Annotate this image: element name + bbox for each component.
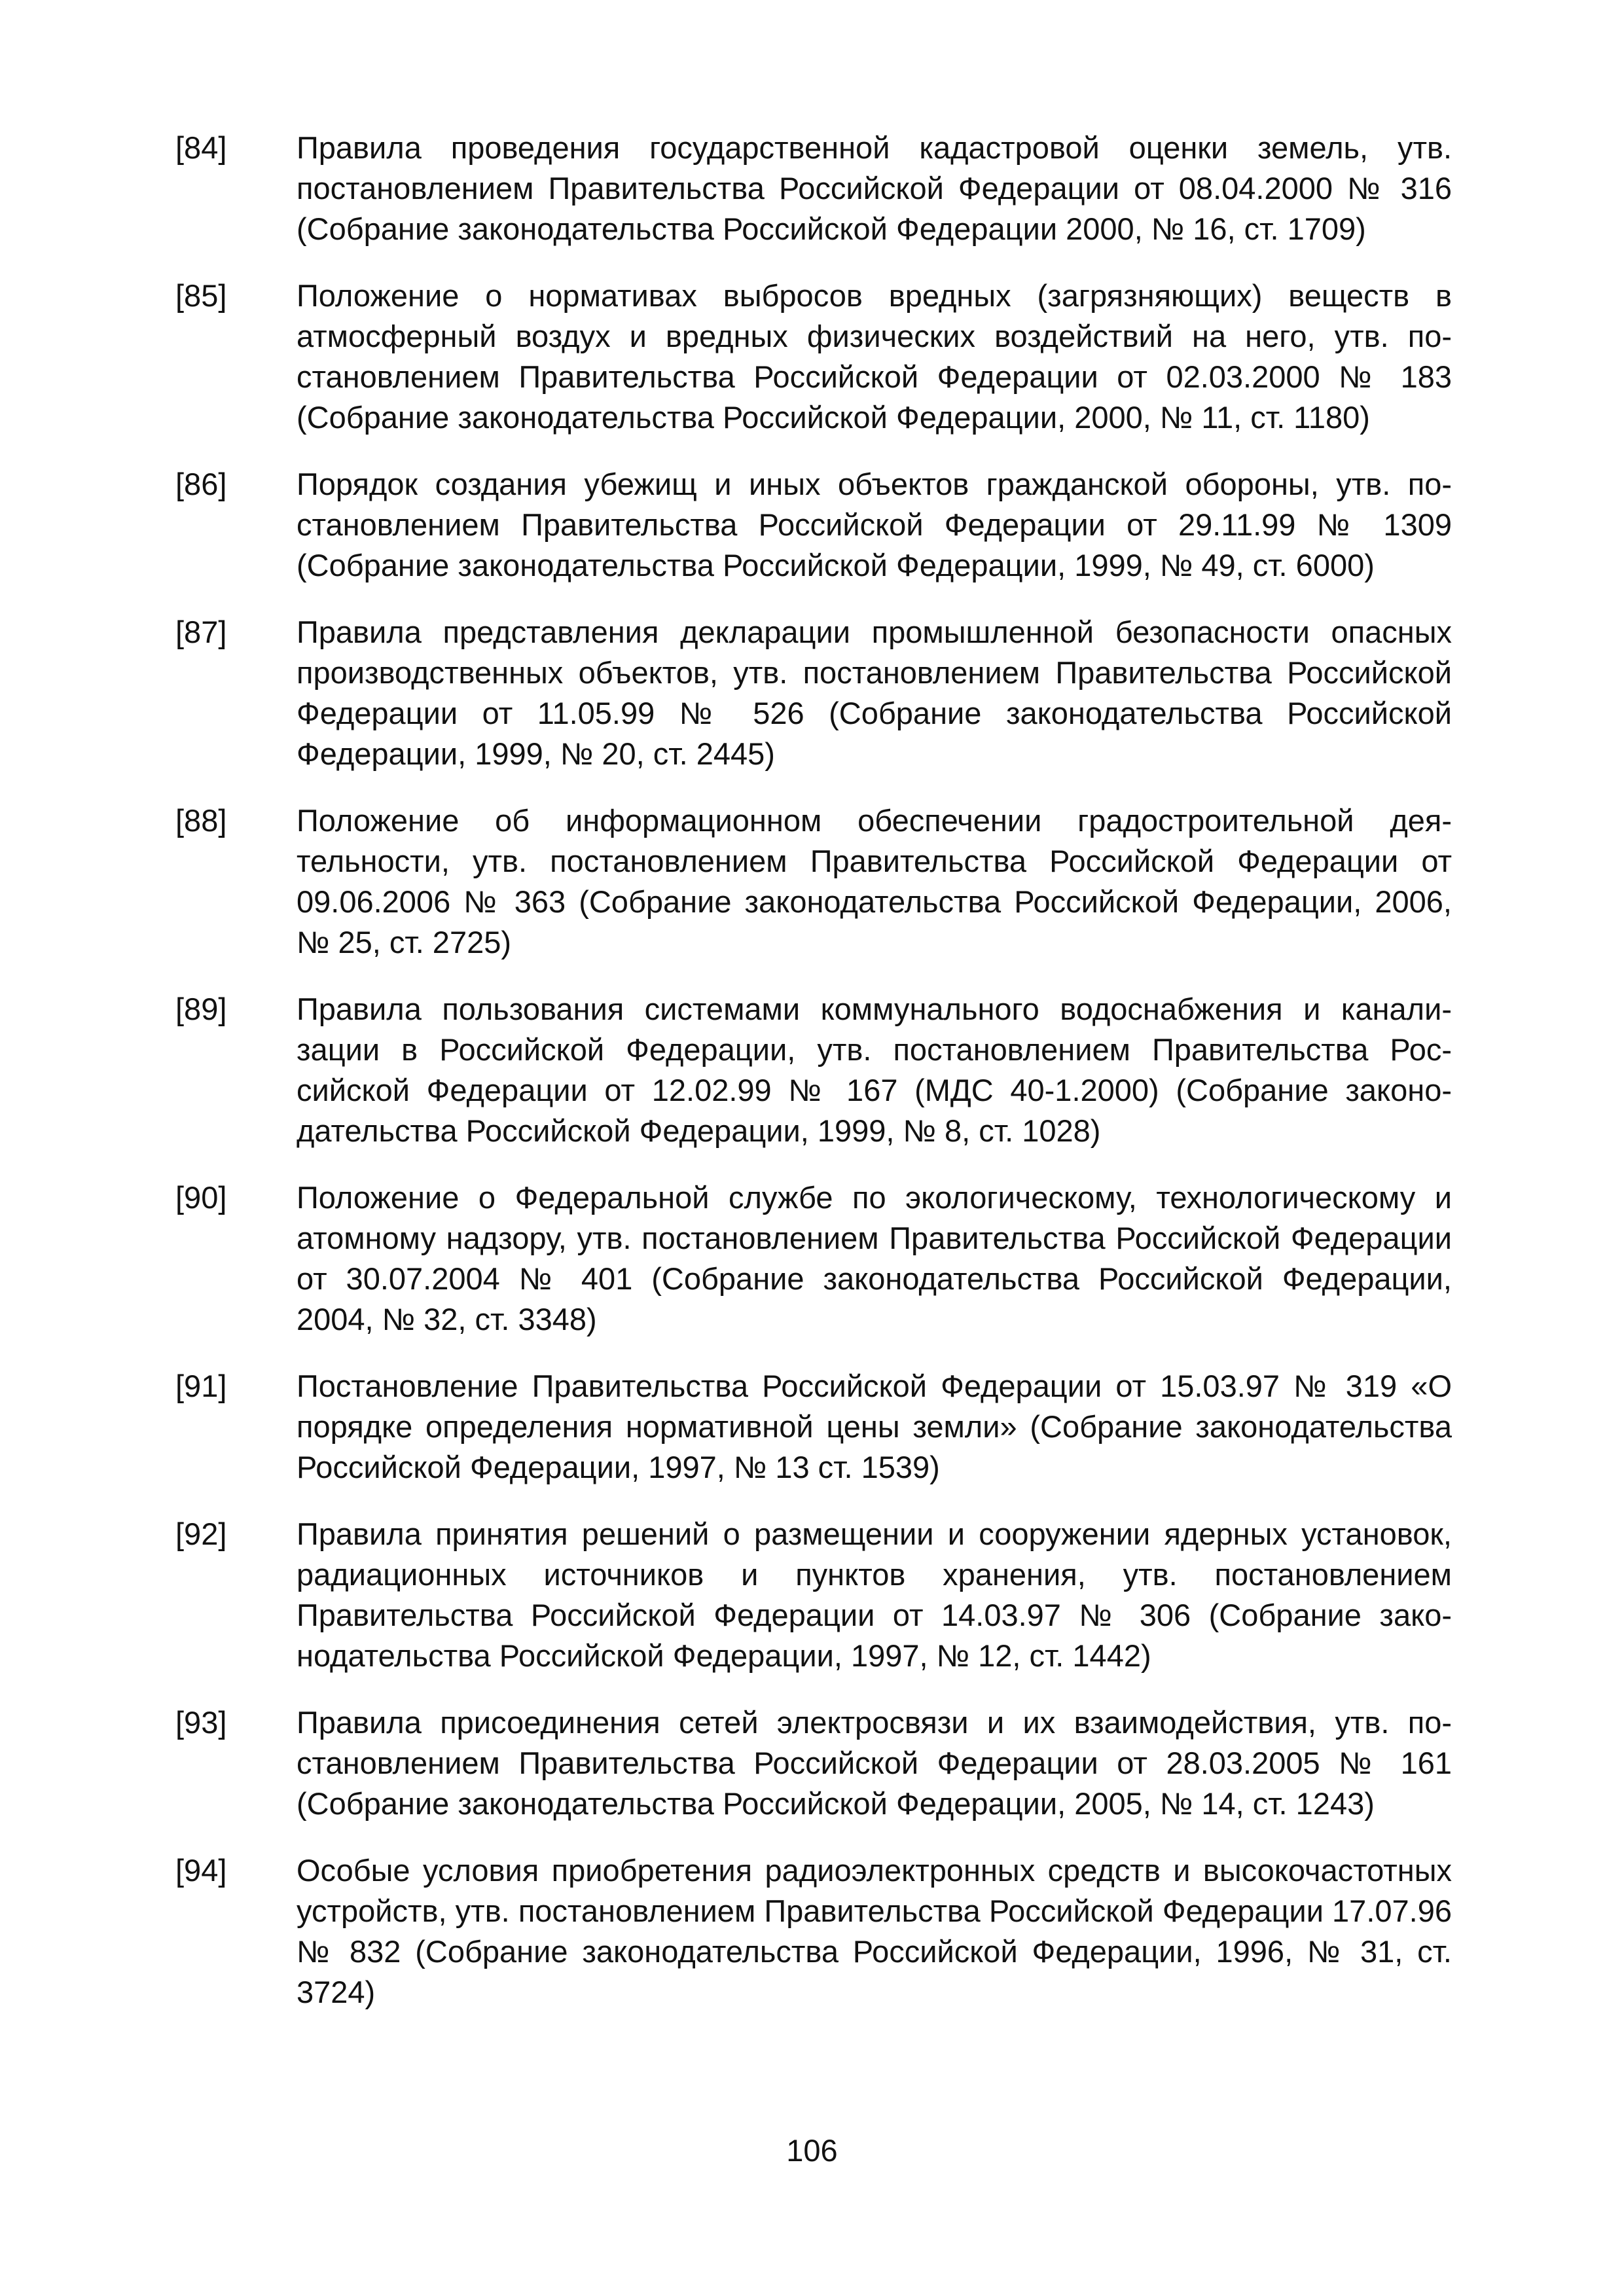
reference-text: Положение о нормативах выбросов вредных (загрязняющих) веществ в атмосферный воздух и вредных физических воздействий на него, утв. постановлением Правительства Российской Федерации от 02.03.2000 № 183 (Собрание законодательства Российской Федерации, 2000, № 11, ст. 1180) xyxy=(297,278,1452,435)
reference-item-94 xyxy=(175,1850,1452,2013)
reference-number: [89] xyxy=(175,992,227,1026)
reference-number: [88] xyxy=(175,803,227,838)
reference-text: Положение о Федеральной службе по экологическому, технологическому и атомному надзору, утв. постановлением Правительства Российской Федерации от 30.07.2004 № 401 (Собрание законодательства Российской Федерации, 2004, № 32, ст. 3348) xyxy=(297,1180,1452,1336)
reference-text: Постановление Правительства Российской Федерации от 15.03.97 № 319 «О порядке определения нормативной цены земли» (Собрание законодательства Российской Федерации, 1997, № 13 ст. 1539) xyxy=(297,1369,1452,1484)
reference-item-87 xyxy=(175,612,1452,774)
reference-item-84 xyxy=(175,128,1452,249)
reference-text: Положение об информационном обеспечении градостроительной деятельности, утв. постановлением Правительства Российской Федерации от 09.06.2006 № 363 (Собрание законодательства Российской Федерации, 2006, № 25, ст. 2725) xyxy=(297,803,1452,960)
reference-number: [86] xyxy=(175,467,227,501)
reference-number: [84] xyxy=(175,130,227,165)
reference-number: [85] xyxy=(175,278,227,313)
reference-item-86 xyxy=(175,464,1452,586)
reference-number: [90] xyxy=(175,1180,227,1215)
reference-item-90 xyxy=(175,1177,1452,1340)
reference-item-88 xyxy=(175,800,1452,963)
reference-list xyxy=(175,128,1452,2039)
reference-item-89 xyxy=(175,989,1452,1151)
reference-item-91 xyxy=(175,1366,1452,1488)
reference-text: Правила пользования системами коммунального водоснабжения и канализации в Российской Федерации, утв. постановлением Правительства Российской Федерации от 12.02.99 № 167 (МДС 40-1.2000) (Собрание законодательства Российской Федерации, 1999, № 8, ст. 1028) xyxy=(297,992,1452,1148)
reference-text: Особые условия приобретения радиоэлектронных средств и высокочастотных устройств, утв. постановлением Правительства Российской Федерации 17.07.96 № 832 (Собрание законодательства Российской Федерации, 1996, № 31, ст. 3724) xyxy=(297,1853,1452,2009)
reference-text: Правила присоединения сетей электросвязи и их взаимодействия, утв. постановлением Правительства Российской Федерации от 28.03.2005 № 161 (Собрание законодательства Российской Федерации, 2005, № 14, ст. 1243) xyxy=(297,1705,1452,1821)
reference-number: [87] xyxy=(175,615,227,649)
reference-number: [93] xyxy=(175,1705,227,1740)
reference-text: Порядок создания убежищ и иных объектов гражданской обороны, утв. постановлением Правительства Российской Федерации от 29.11.99 № 1309 (Собрание законодательства Российской Федерации, 1999, № 49, ст. 6000) xyxy=(297,467,1452,583)
reference-number: [92] xyxy=(175,1516,227,1551)
reference-item-85 xyxy=(175,276,1452,438)
reference-text: Правила представления декларации промышленной безопасности опасных производственных объектов, утв. постановлением Правительства Российской Федерации от 11.05.99 № 526 (Собрание законодательства Российской Федерации, 1999, № 20, ст. 2445) xyxy=(297,615,1452,771)
reference-item-93 xyxy=(175,1702,1452,1824)
reference-text: Правила проведения государственной кадастровой оценки земель, утв. постановлением Правительства Российской Федерации от 08.04.2000 № 316 (Собрание законодательства Российской Федерации 2000, № 16, ст. 1709) xyxy=(297,130,1452,246)
page-number: 106 xyxy=(786,2133,838,2168)
reference-number: [91] xyxy=(175,1369,227,1403)
reference-text: Правила принятия решений о размещении и сооружении ядерных установок, радиационных источников и пунктов хранения, утв. постановлением Правительства Российской Федерации от 14.03.97 № 306 (Собрание законодательства Российской Федерации, 1997, № 12, ст. 1442) xyxy=(297,1516,1452,1673)
reference-number: [94] xyxy=(175,1853,227,1888)
reference-item-92 xyxy=(175,1514,1452,1676)
